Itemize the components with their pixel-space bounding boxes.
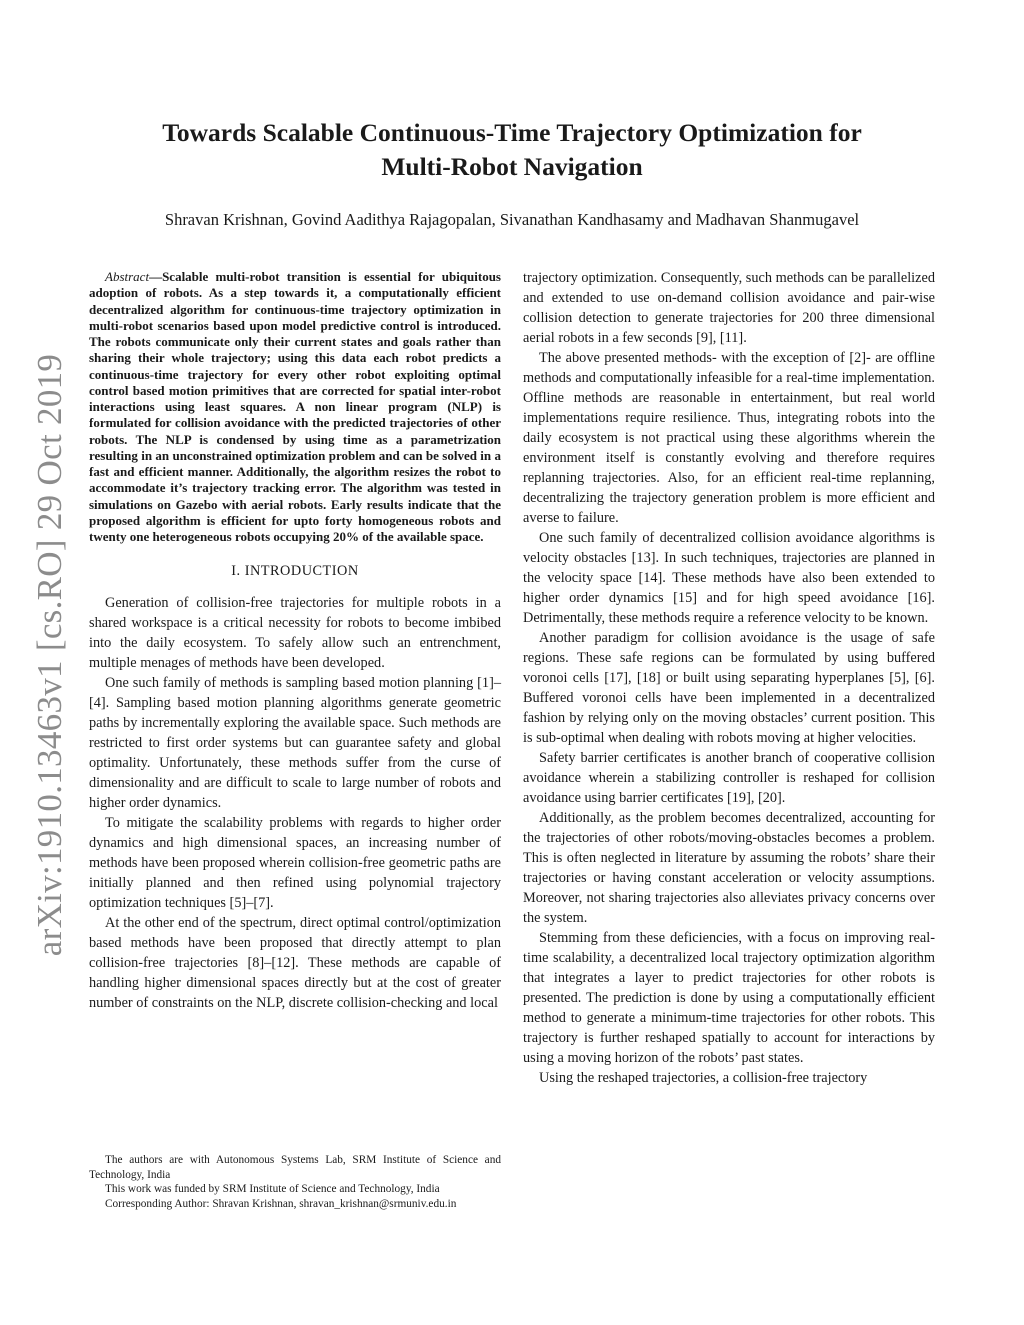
body-paragraph: Safety barrier certificates is another branch of cooperative collision avoidance wherein a stabilizing controller is reshaped for collision avoidance using barrier certificates [19], [20]. [523, 750, 935, 806]
intro-paragraph: To mitigate the scalability problems with regards to higher order dynamics and high dimensional spaces, an increasing number of methods have been proposed wherein collision-free geometric paths are initially planned and then refined using polynomial trajectory optimization techniques [5]–[7]. [89, 815, 501, 912]
section-heading-introduction: I. INTRODUCTION [231, 563, 359, 580]
body-paragraph: Additionally, as the problem becomes decentralized, accounting for the trajectories of other robots/moving-obstacles becomes a problem. This is often neglected in literature by assuming the robots’ share their trajectories or having constant acceleration or velocity assumptions. Moreover, not sharing trajectories also alleviates privacy concerns over the system. [523, 810, 935, 926]
body-paragraph: One such family of decentralized collision avoidance algorithms is velocity obstacles [13]. In such techniques, trajectories are planned in the velocity space [14]. These methods have also been extended to higher order dynamics [15] and for high speed avoidance [16]. Detrimentally, these methods require a reference velocity to be known. [523, 530, 935, 626]
body-paragraph: Stemming from these deficiencies, with a focus on improving real-time scalability, a decentralized local trajectory optimization algorithm that integrates a layer to predict trajectories for other robots is presented. The prediction is done by using a computationally efficient method to generate a minimum-time trajectories for other robots. This trajectory is further reshaped spatially to account for interactions by using a moving horizon of the robots’ past states. [523, 930, 935, 1066]
body-paragraph: trajectory optimization. Consequently, such methods can be parallelized and extended to use on-demand collision avoidance and pair-wise collision detection to generate trajectories for 200 three dimensional aerial robots in a few seconds [9], [11]. [523, 270, 935, 346]
body-paragraph: Another paradigm for collision avoidance is the usage of safe regions. These safe regions can be formulated by using buffered voronoi cells [17], [18] or built using separating hyperplanes [5], [6]. Buffered voronoi cells have been implemented in a decentralized fashion by relying only on the moving obstacles’ current position. This is sub-optimal when dealing with robots moving at higher velocities. [523, 630, 935, 746]
abstract-label: Abstract [105, 269, 150, 284]
footnote-corresponding-author: Corresponding Author: Shravan Krishnan, shravan_krishnan@srmuniv.edu.in [105, 1197, 457, 1210]
paper-title [0, 116, 1024, 184]
left-column [89, 268, 501, 1013]
intro-paragraph: At the other end of the spectrum, direct optimal control/optimization based methods have been proposed that directly attempt to plan collision-free trajectories [8]–[12]. These methods are capable of handling higher dimensional spaces directly but at the cost of greater number of constraints on the NLP, discrete collision-checking and local [89, 915, 501, 1012]
title-line-2: Multi-Robot Navigation [381, 152, 643, 181]
author-list: Shravan Krishnan, Govind Aadithya Rajagopalan, Sivanathan Kandhasamy and Madhavan Shanmugavel [164, 210, 860, 229]
arxiv-identifier: arXiv:1910.13463v1 [cs.RO] 29 Oct 2019 [30, 353, 69, 957]
body-paragraph: Using the reshaped trajectories, a collision-free trajectory [539, 1070, 868, 1086]
footnote-funding: This work was funded by SRM Institute of Science and Technology, India [105, 1183, 440, 1196]
title-line-1: Towards Scalable Continuous-Time Trajectory Optimization for [162, 118, 862, 147]
intro-paragraph: One such family of methods is sampling based motion planning [1]–[4]. Sampling based motion planning algorithms generate geometric paths by incrementally exploring the available space. Such methods are restricted to first order systems but can guarantee safety and global optimality. Unfortunately, these methods suffer from the curse of dimensionality and are difficult to scale to large number of robots and higher order dynamics. [89, 675, 501, 812]
footnote-affiliation: The authors are with Autonomous Systems Lab, SRM Institute of Science and Technology, India [89, 1154, 501, 1181]
right-column [523, 268, 935, 1088]
intro-paragraph: Generation of collision-free trajectories for multiple robots in a shared workspace is a critical necessity for robots to become imbibed into the daily ecosystem. To safely allow such an entrenchment, multiple menages of methods have been developed. [89, 595, 501, 672]
abstract-text: Scalable multi-robot transition is essential for ubiquitous adoption of robots. As a step towards it, a computationally efficient decentralized algorithm for continuous-time trajectory optimization in multi-robot scenarios based upon model predictive control is introduced. The robots communicate only their current states and goals rather than sharing their whole trajectory; using this data each robot predicts a continuous-time trajectory for every other robot exploiting optimal control based motion primitives that are corrected for spatial inter-robot interactions using least squares. A non linear program (NLP) is formulated for collision avoidance with the predicted trajectories of other robots. The NLP is condensed by using time as a parametrization resulting in an unconstrained optimization problem and can be solved in a fast and efficient manner. Additionally, the algorithm resizes the robot to accommodate it’s trajectory tracking error. The algorithm was tested in simulations on Gazebo with aerial robots. Early results indicate that the proposed algorithm is efficient for upto forty homogeneous robots and twenty one heterogeneous robots occupying 20% of the available space. [89, 269, 501, 544]
abstract: Abstract—Scalable multi-robot transition is essential for ubiquitous adoption of robots. As a step towards it, a computationally efficient decentralized algorithm for continuous-time trajectory optimization in multi-robot scenarios based upon model predictive control is introduced. The robots communicate only their current states and goals rather than sharing their whole trajectory; using this data each robot predicts a continuous-time trajectory for every other robot exploiting optimal control based motion primitives that are corrected for spatial inter-robot interactions using least squares. A non linear program (NLP) is formulated for collision avoidance with the predicted trajectories of other robots. The NLP is condensed by using time as a parametrization resulting in an unconstrained optimization problem and can be solved in a fast and efficient manner. Additionally, the algorithm resizes the robot to accommodate it’s trajectory tracking error. The algorithm was tested in simulations on Gazebo with aerial robots. Early results indicate that the proposed algorithm is efficient for upto forty homogeneous robots and twenty one heterogeneous robots occupying 20% of the available space. [89, 269, 501, 544]
footnotes [89, 1153, 501, 1211]
body-paragraph: The above presented methods- with the exception of [2]- are offline methods and computationally infeasible for a real-time implementation. Offline methods are reasonable in entertainment, but real world implementations require resilience. Thus, integrating robots into the daily ecosystem is not practical using these algorithms wherein the environment itself is constantly evolving and therefore requires replanning trajectories. Also, for an efficient real-time replanning, decentralizing the trajectory generation problem is more efficient and averse to failure. [523, 350, 935, 526]
